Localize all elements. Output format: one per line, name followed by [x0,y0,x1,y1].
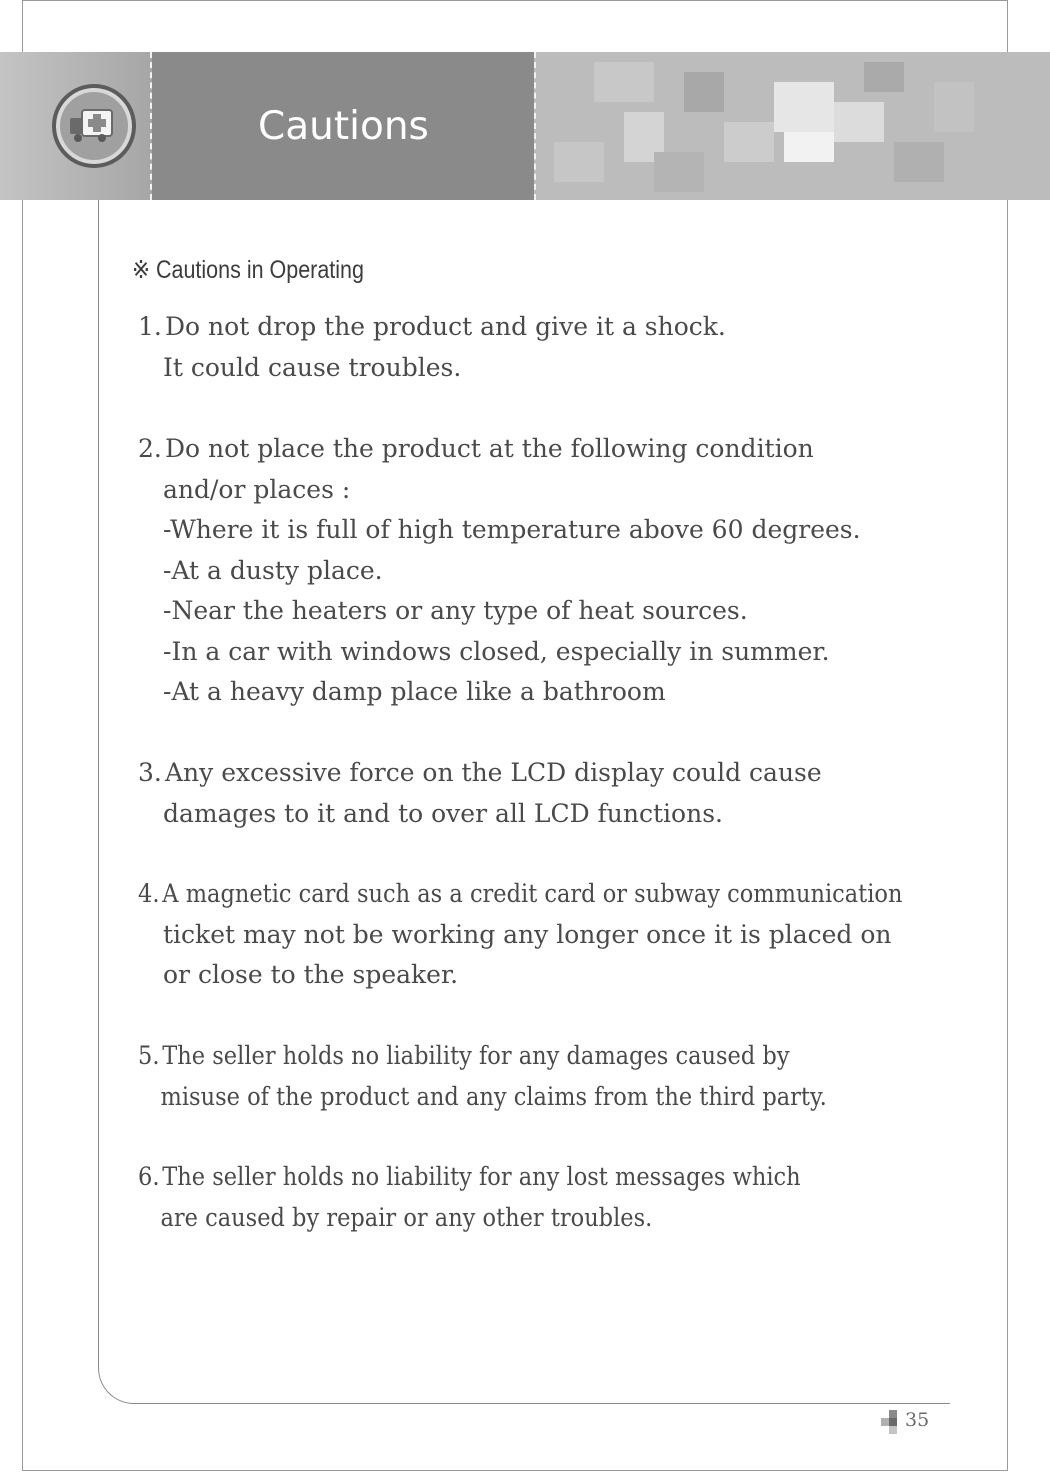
caution-item-3 [138,753,938,834]
item-line: The seller holds no liability for any damages caused by [162,1041,790,1070]
item-line: ticket may not be working any longer once it is placed on [163,919,892,949]
ambulance-cross-icon [52,84,136,168]
item-line: It could cause troubles. [163,352,462,382]
item-line: The seller holds no liability for any lost messages which [162,1162,801,1191]
item-line: -At a heavy damp place like a bathroom [163,677,666,706]
item-number: 4. [138,879,160,908]
item-line: and/or places : [163,474,351,504]
page-title: Cautions [258,104,429,149]
item-line: are caused by repair or any other troubles. [160,1202,653,1232]
item-number: 2. [138,434,162,463]
page-number: 35 [905,1409,930,1431]
caution-item-6 [138,1157,938,1238]
header-band [0,52,1050,200]
page-corner-mark-icon [881,1410,905,1434]
item-line: misuse of the product and any claims from the third party. [160,1081,827,1111]
item-line: -Near the heaters or any type of heat sources. [163,596,748,625]
item-line: -Where it is full of high temperature above 60 degrees. [163,515,861,544]
caution-item-4 [138,874,938,996]
item-number: 1. [138,312,162,341]
item-number: 5. [138,1041,160,1070]
item-line: Any excessive force on the LCD display could cause [165,758,822,787]
item-line: damages to it and to over all LCD functions. [163,798,723,828]
item-number: 6. [138,1162,160,1191]
header-divider-right [534,52,536,200]
header-divider-left [150,52,152,200]
caution-item-2 [138,429,938,713]
item-line: -At a dusty place. [163,555,383,585]
item-line: Do not drop the product and give it a shock. [165,312,726,341]
item-line: Do not place the product at the following condition [165,434,814,463]
section-heading: ※ Cautions in Operating [132,256,364,284]
caution-item-1 [138,307,938,388]
item-line: -In a car with windows closed, especially in summer. [163,636,830,666]
item-number: 3. [138,758,162,787]
header-mosaic [534,52,1050,200]
item-line: or close to the speaker. [163,960,459,989]
caution-item-5 [138,1036,938,1117]
item-line: A magnetic card such as a credit card or subway communication [162,879,903,908]
